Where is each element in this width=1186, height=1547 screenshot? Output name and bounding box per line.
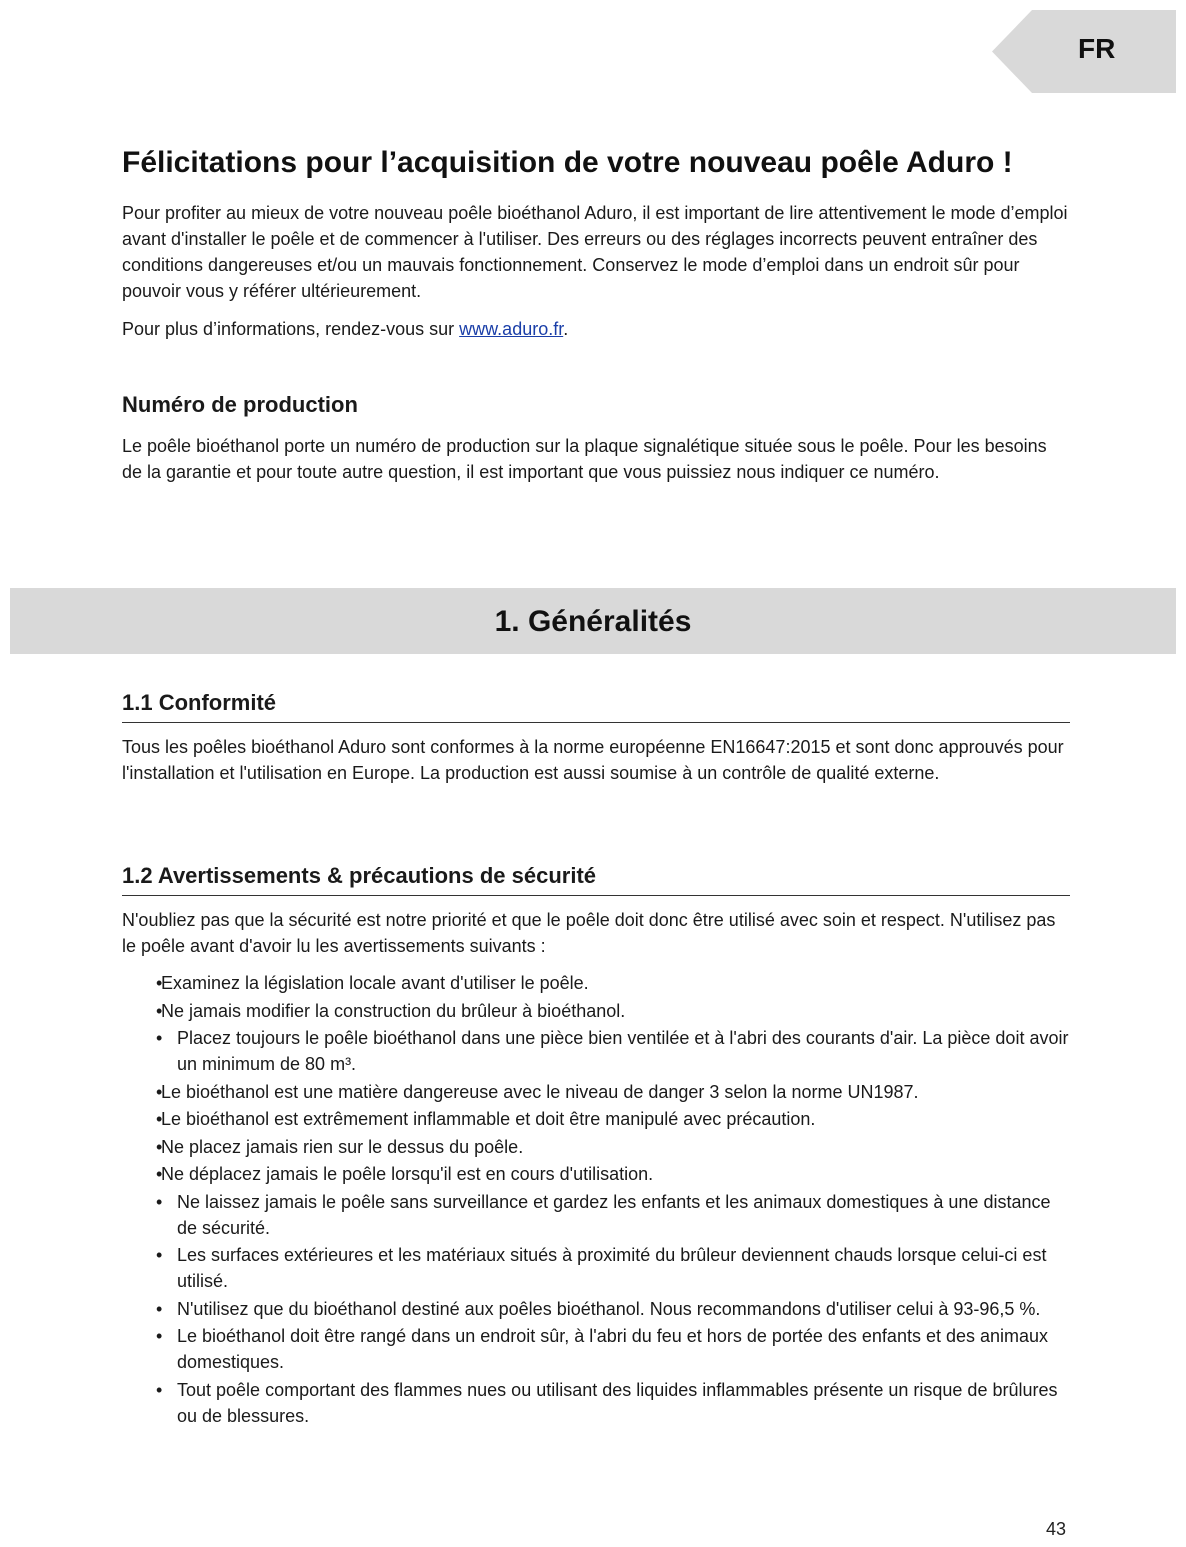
- intro-paragraph: Pour profiter au mieux de votre nouveau poêle bioéthanol Aduro, il est important de lire attentivement le mode d’emploi avant d'installer le poêle et de commencer à l'utiliser. Des erreurs ou des réglages incorrects peuvent entraîner des conditions dangereuses et/ou un mauvais fonctionnement. Conservez le mode d’emploi dans un endroit sûr pour pouvoir vous y référer ultérieurement.: [122, 203, 1068, 301]
- bullet-icon: •: [156, 1164, 163, 1184]
- page-number: 43: [1046, 1519, 1067, 1539]
- bullet-icon: •: [156, 1136, 163, 1157]
- bullet-icon: •: [156, 1245, 163, 1265]
- warnings-heading: 1.2 Avertissements & précautions de sécurité: [122, 863, 1070, 896]
- bullet-icon: •: [156, 1326, 163, 1346]
- more-info-prefix: Pour plus d’informations, rendez-vous sur: [122, 319, 460, 339]
- language-label: FR: [1078, 33, 1116, 64]
- list-item: • Le bioéthanol doit être rangé dans un endroit sûr, à l'abri du feu et hors de portée des enfants et des animaux domestiques.: [122, 1323, 1070, 1375]
- list-item: • Ne placez jamais rien sur le dessus du poêle.: [122, 1134, 1070, 1160]
- section-banner: [10, 588, 1176, 654]
- list-item: • Examinez la législation locale avant d'utiliser le poêle.: [122, 970, 1070, 996]
- bullet-icon: •: [156, 1028, 163, 1048]
- bullet-icon: •: [156, 1109, 163, 1129]
- conformity-heading: 1.1 Conformité: [122, 690, 1070, 723]
- bullet-icon: •: [156, 973, 163, 993]
- list-item: • Le bioéthanol est une matière dangereuse avec le niveau de danger 3 selon la norme UN1987.: [122, 1079, 1070, 1105]
- page-title: Félicitations pour l’acquisition de votre nouveau poêle Aduro !: [122, 146, 1013, 179]
- list-item: • Ne laissez jamais le poêle sans surveillance et gardez les enfants et les animaux domestiques à une distance de sécurité.: [122, 1189, 1070, 1241]
- bullet-icon: •: [156, 1000, 163, 1021]
- list-item: • Le bioéthanol est extrêmement inflammable et doit être manipulé avec précaution.: [122, 1106, 1070, 1132]
- production-heading: Numéro de production: [122, 392, 358, 417]
- conformity-paragraph: Tous les poêles bioéthanol Aduro sont conformes à la norme européenne EN16647:2015 et sont donc approuvés pour l'installation et l'utilisation en Europe. La production est aussi soumise à un contrôle de qualité externe.: [122, 737, 1064, 783]
- bullet-icon: •: [156, 1191, 163, 1212]
- warnings-paragraph: N'oubliez pas que la sécurité est notre priorité et que le poêle doit donc être utilisé avec soin et respect. N'utilisez pas le poêle avant d'avoir lu les avertissements suivants :: [122, 910, 1056, 956]
- more-info-suffix: .: [563, 319, 569, 339]
- website-link[interactable]: www.aduro.fr: [459, 319, 564, 339]
- list-item: • Placez toujours le poêle bioéthanol dans une pièce bien ventilée et à l'abri des courants d'air. La pièce doit avoir un minimum de 80 m³.: [122, 1025, 1070, 1077]
- bullet-icon: •: [156, 1379, 163, 1400]
- list-item: • Tout poêle comportant des flammes nues ou utilisant des liquides inflammables présente un risque de brûlures ou de blessures.: [122, 1377, 1070, 1429]
- bullet-icon: •: [156, 1081, 163, 1102]
- bullet-icon: •: [156, 1298, 163, 1319]
- list-item: • Ne jamais modifier la construction du brûleur à bioéthanol.: [122, 998, 1070, 1024]
- warnings-list: [122, 970, 1070, 1430]
- more-info-paragraph: [122, 316, 1070, 342]
- section-title: 1. Généralités: [494, 605, 692, 638]
- list-item: • Ne déplacez jamais le poêle lorsqu'il est en cours d'utilisation.: [122, 1161, 1070, 1187]
- list-item: • Les surfaces extérieures et les matériaux situés à proximité du brûleur deviennent chauds lorsque celui-ci est utilisé.: [122, 1242, 1070, 1294]
- production-paragraph: Le poêle bioéthanol porte un numéro de production sur la plaque signalétique située sous le poêle. Pour les besoins de la garantie et pour toute autre question, il est important que vous puissiez nous indiquer ce numéro.: [122, 436, 1047, 482]
- list-item: • N'utilisez que du bioéthanol destiné aux poêles bioéthanol. Nous recommandons d'utiliser celui à 93-96,5 %.: [122, 1296, 1070, 1322]
